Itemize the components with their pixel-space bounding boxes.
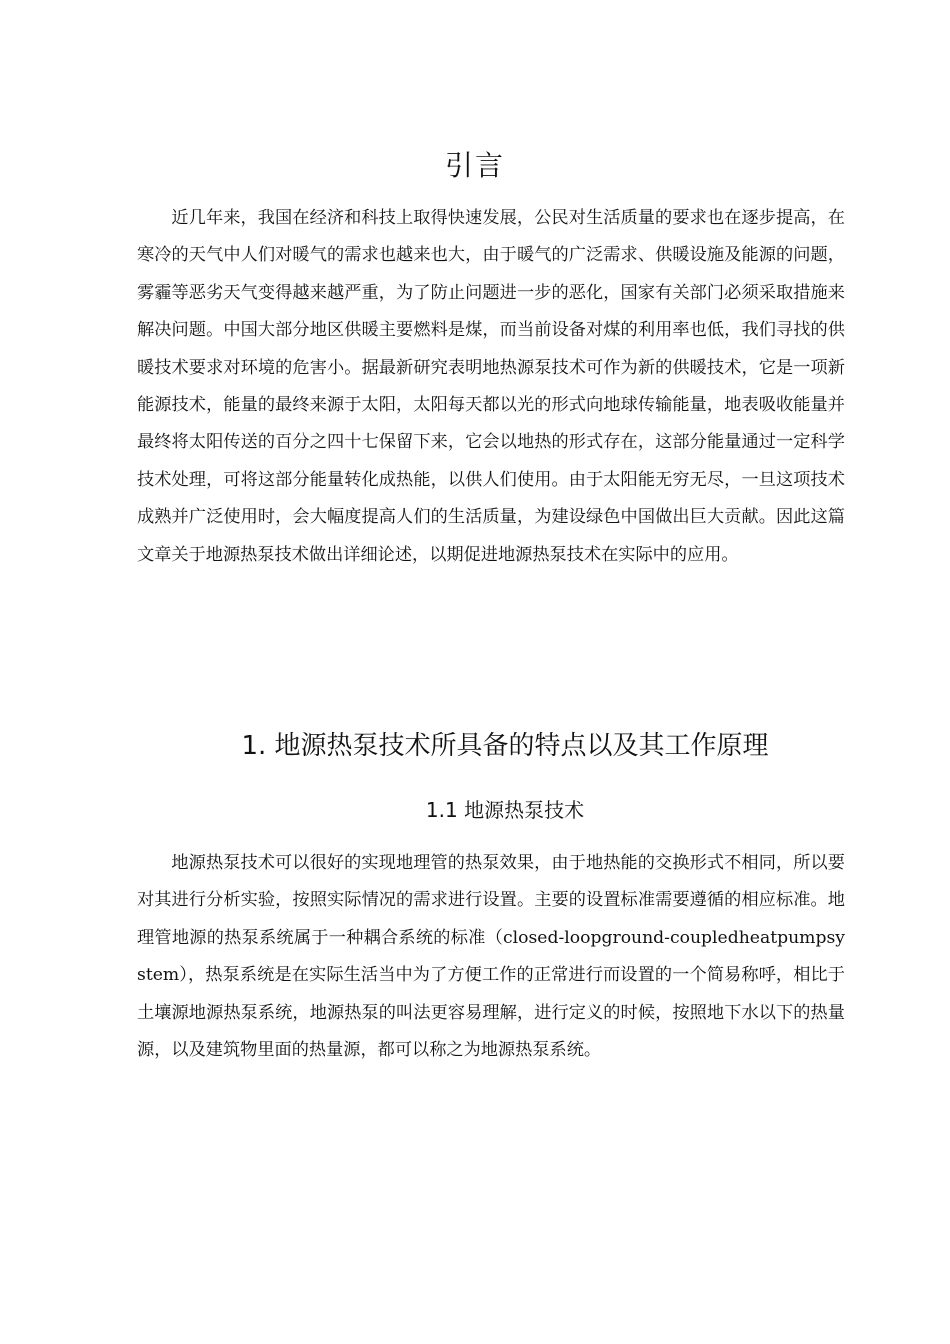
intro-title: 引言 [444, 149, 505, 182]
subsection-1-1-paragraph: 地源热泵技术可以很好的实现地理管的热泵效果，由于地热能的交换形式不相同，所以要对其进行分析实验，按照实际情况的需求进行设置。主要的设置标准需要遵循的相应标准。地理管地源的热泵系统属于一种耦合系统的标准（closed-loopground-coupledheatpumpsystem），热泵系统是在实际生活当中为了方便工作的正常进行而设置的一个简易称呼，相比于土壤源地源热泵系统，地源热泵的叫法更容易理解，进行定义的时候，按照地下水以下的热量源，以及建筑物里面的热量源，都可以称之为地源热泵系统。 [137, 853, 845, 1061]
section-1-title: 1. 地源热泵技术所具备的特点以及其工作原理 [241, 731, 769, 761]
subsection-1-1-title: 1.1 地源热泵技术 [425, 798, 585, 822]
intro-paragraph: 近几年来，我国在经济和科技上取得快速发展，公民对生活质量的要求也在逐步提高，在寒冷的天气中人们对暖气的需求也越来也大，由于暖气的广泛需求、供暖设施及能源的问题，雾霾等恶劣天气变得越来越严重，为了防止问题进一步的恶化，国家有关部门必须采取措施来解决问题。中国大部分地区供暖主要燃料是煤，而当前设备对煤的利用率也低，我们寻找的供暖技术要求对环境的危害小。据最新研究表明地热源泵技术可作为新的供暖技术，它是一项新能源技术，能量的最终来源于太阳，太阳每天都以光的形式向地球传输能量，地表吸收能量并最终将太阳传送的百分之四十七保留下来，它会以地热的形式存在，这部分能量通过一定科学技术处理，可将这部分能量转化成热能，以供人们使用。由于太阳能无穷无尽，一旦这项技术成熟并广泛使用时，会大幅度提高人们的生活质量，为建设绿色中国做出巨大贡献。因此这篇文章关于地源热泵技术做出详细论述，以期促进地源热泵技术在实际中的应用。 [137, 208, 845, 565]
